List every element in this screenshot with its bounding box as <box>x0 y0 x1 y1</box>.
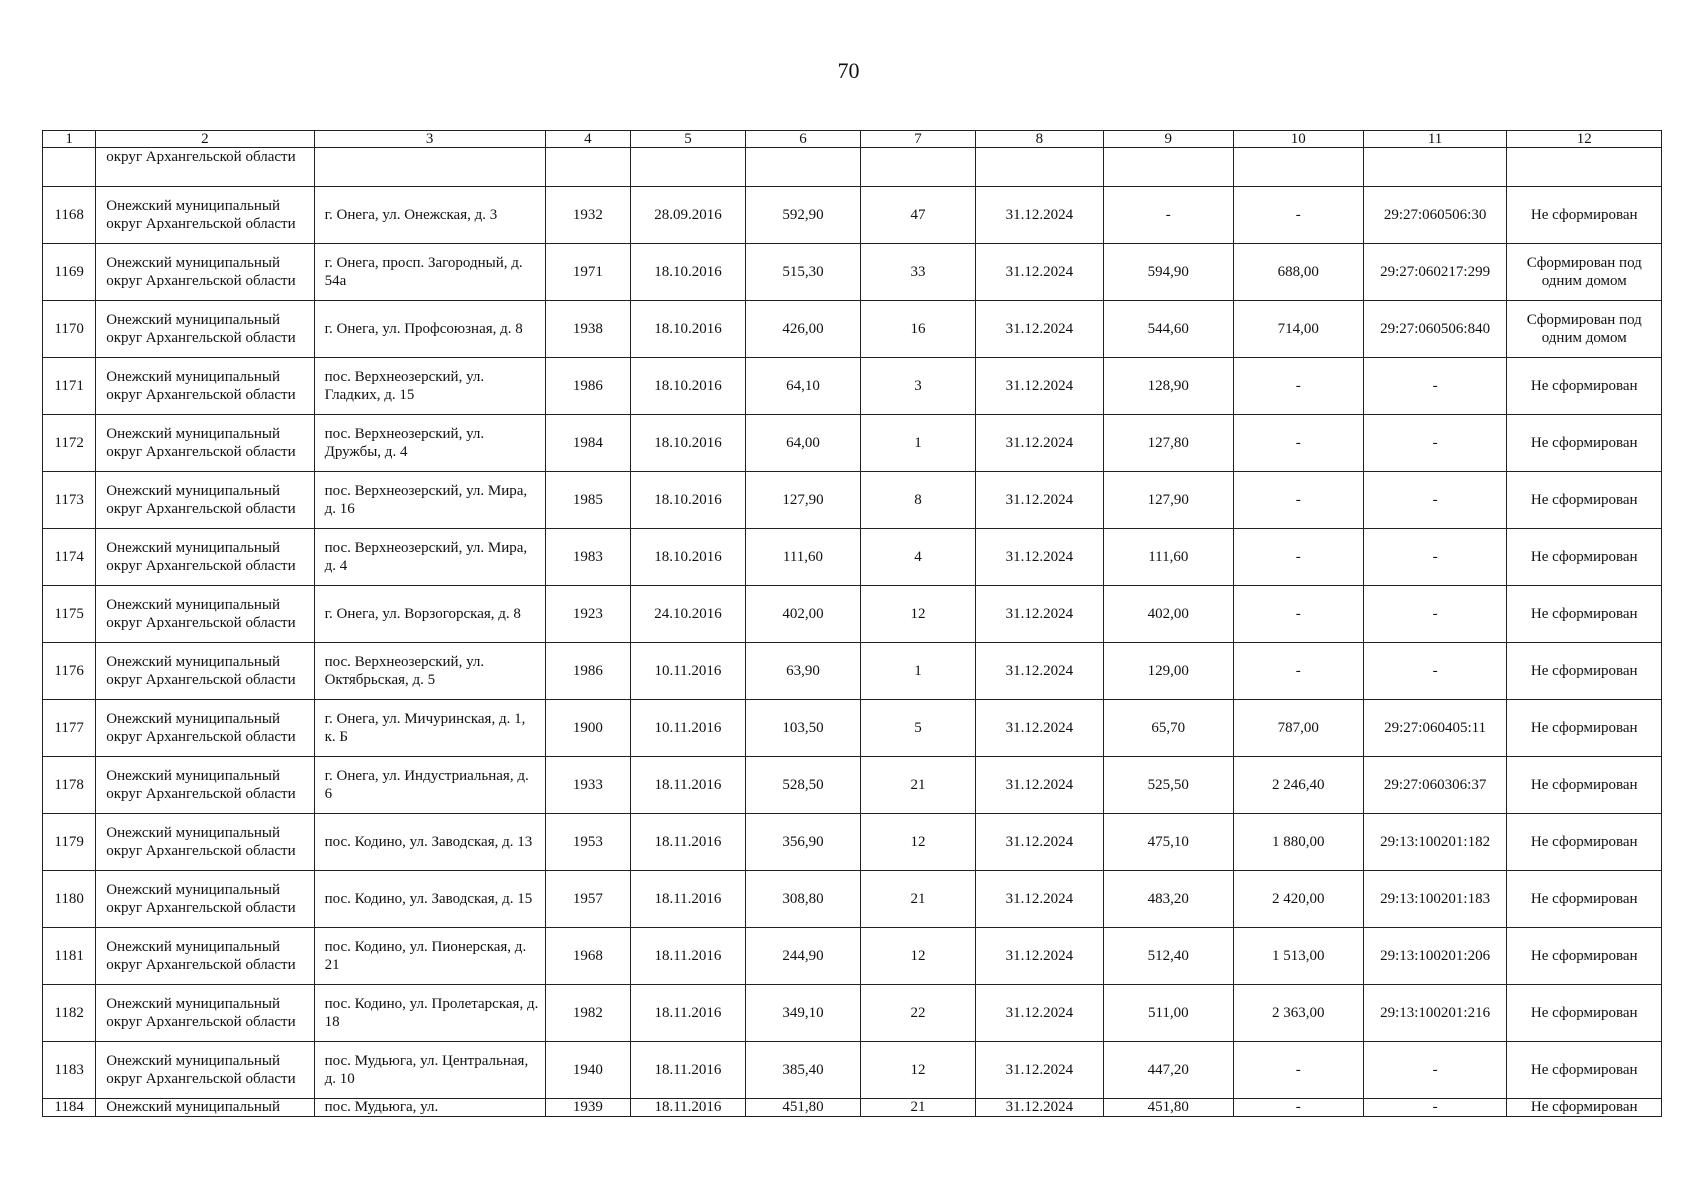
col9-cell: 111,60 <box>1103 529 1233 586</box>
cadastral-cell: - <box>1363 472 1507 529</box>
deadline-cell: 31.12.2024 <box>976 301 1104 358</box>
municipality-cell: Онежский муниципальный округ Архангельской области <box>96 871 314 928</box>
col9-cell: 544,60 <box>1103 301 1233 358</box>
table-row <box>43 814 1662 871</box>
deadline-cell: 31.12.2024 <box>976 472 1104 529</box>
housing-registry-table <box>42 130 1662 1117</box>
deadline-cell: 31.12.2024 <box>976 1042 1104 1099</box>
year-cell: 1984 <box>545 415 630 472</box>
date-cell: 18.10.2016 <box>630 301 745 358</box>
status-cell: Не сформирован <box>1507 643 1662 700</box>
row-number-cell: 1179 <box>43 814 96 871</box>
address-cell: г. Онега, ул. Профсоюзная, д. 8 <box>314 301 545 358</box>
cadastral-cell: 29:27:060506:840 <box>1363 301 1507 358</box>
date-cell: 18.10.2016 <box>630 244 745 301</box>
column-number-header-row <box>43 131 1662 148</box>
column-number: 5 <box>630 131 745 148</box>
col10-cell: 2 363,00 <box>1233 985 1363 1042</box>
deadline-cell: 31.12.2024 <box>976 700 1104 757</box>
row-number-cell: 1176 <box>43 643 96 700</box>
row-number-cell <box>43 148 96 187</box>
deadline-cell: 31.12.2024 <box>976 757 1104 814</box>
col9-cell <box>1103 148 1233 187</box>
residents-cell: 12 <box>860 928 975 985</box>
address-cell: пос. Верхнеозерский, ул. Гладких, д. 15 <box>314 358 545 415</box>
col9-cell: 483,20 <box>1103 871 1233 928</box>
col10-cell: 714,00 <box>1233 301 1363 358</box>
cadastral-cell: 29:13:100201:206 <box>1363 928 1507 985</box>
residents-cell: 47 <box>860 187 975 244</box>
year-cell: 1985 <box>545 472 630 529</box>
table-row <box>43 586 1662 643</box>
date-cell: 18.10.2016 <box>630 415 745 472</box>
col9-cell: 525,50 <box>1103 757 1233 814</box>
col10-cell: - <box>1233 586 1363 643</box>
col9-cell: 65,70 <box>1103 700 1233 757</box>
table-row <box>43 187 1662 244</box>
residents-cell: 33 <box>860 244 975 301</box>
col10-cell: - <box>1233 1042 1363 1099</box>
col9-cell: 402,00 <box>1103 586 1233 643</box>
deadline-cell: 31.12.2024 <box>976 415 1104 472</box>
municipality-cell: Онежский муниципальный округ Архангельской области <box>96 529 314 586</box>
column-number: 4 <box>545 131 630 148</box>
deadline-cell: 31.12.2024 <box>976 358 1104 415</box>
cadastral-cell: 29:27:060306:37 <box>1363 757 1507 814</box>
row-number-cell: 1177 <box>43 700 96 757</box>
year-cell: 1923 <box>545 586 630 643</box>
deadline-cell: 31.12.2024 <box>976 586 1104 643</box>
address-cell: г. Онега, ул. Онежская, д. 3 <box>314 187 545 244</box>
status-cell: Не сформирован <box>1507 985 1662 1042</box>
area-cell: 64,00 <box>745 415 860 472</box>
status-cell: Не сформирован <box>1507 700 1662 757</box>
column-number: 3 <box>314 131 545 148</box>
address-cell: пос. Кодино, ул. Заводская, д. 15 <box>314 871 545 928</box>
year-cell: 1986 <box>545 358 630 415</box>
row-number-cell: 1174 <box>43 529 96 586</box>
status-cell: Сформирован под одним домом <box>1507 301 1662 358</box>
status-cell: Не сформирован <box>1507 1042 1662 1099</box>
year-cell: 1957 <box>545 871 630 928</box>
col9-cell: 128,90 <box>1103 358 1233 415</box>
area-cell: 103,50 <box>745 700 860 757</box>
column-number: 9 <box>1103 131 1233 148</box>
residents-cell: 12 <box>860 586 975 643</box>
col9-cell: 511,00 <box>1103 985 1233 1042</box>
date-cell: 18.11.2016 <box>630 814 745 871</box>
residents-cell: 16 <box>860 301 975 358</box>
continued-row <box>43 148 1662 187</box>
municipality-cell: Онежский муниципальный округ Архангельской области <box>96 814 314 871</box>
area-cell <box>745 148 860 187</box>
address-cell: пос. Верхнеозерский, ул. Мира, д. 4 <box>314 529 545 586</box>
column-number: 12 <box>1507 131 1662 148</box>
address-cell: пос. Кодино, ул. Пролетарская, д. 18 <box>314 985 545 1042</box>
area-cell: 592,90 <box>745 187 860 244</box>
year-cell: 1982 <box>545 985 630 1042</box>
date-cell: 18.11.2016 <box>630 871 745 928</box>
deadline-cell: 31.12.2024 <box>976 1099 1104 1117</box>
status-cell: Не сформирован <box>1507 814 1662 871</box>
col10-cell <box>1233 148 1363 187</box>
col10-cell: - <box>1233 1099 1363 1117</box>
status-cell: Не сформирован <box>1507 187 1662 244</box>
table-row <box>43 358 1662 415</box>
table-row <box>43 928 1662 985</box>
municipality-cell: Онежский муниципальный округ Архангельской области <box>96 643 314 700</box>
address-cell: пос. Мудьюга, ул. <box>314 1099 545 1117</box>
col10-cell: 2 246,40 <box>1233 757 1363 814</box>
status-cell: Не сформирован <box>1507 1099 1662 1117</box>
date-cell: 28.09.2016 <box>630 187 745 244</box>
municipality-cell: Онежский муниципальный округ Архангельской области <box>96 985 314 1042</box>
col9-cell: 127,90 <box>1103 472 1233 529</box>
area-cell: 385,40 <box>745 1042 860 1099</box>
municipality-cell: Онежский муниципальный округ Архангельской области <box>96 928 314 985</box>
row-number-cell: 1173 <box>43 472 96 529</box>
table-row <box>43 472 1662 529</box>
cadastral-cell: 29:27:060217:299 <box>1363 244 1507 301</box>
municipality-cell: Онежский муниципальный округ Архангельской области <box>96 244 314 301</box>
area-cell: 528,50 <box>745 757 860 814</box>
table-row <box>43 757 1662 814</box>
data-rows <box>43 187 1662 1099</box>
municipality-cell: Онежский муниципальный округ Архангельской области <box>96 358 314 415</box>
col10-cell: - <box>1233 358 1363 415</box>
municipality-cell: Онежский муниципальный округ Архангельской области <box>96 187 314 244</box>
year-cell <box>545 148 630 187</box>
table-row <box>43 700 1662 757</box>
address-cell: пос. Кодино, ул. Заводская, д. 13 <box>314 814 545 871</box>
municipality-cell: Онежский муниципальный <box>96 1099 314 1117</box>
municipality-cell: Онежский муниципальный округ Архангельской области <box>96 415 314 472</box>
cadastral-cell: - <box>1363 643 1507 700</box>
col9-cell: 451,80 <box>1103 1099 1233 1117</box>
table-row <box>43 1099 1662 1117</box>
status-cell: Сформирован под одним домом <box>1507 244 1662 301</box>
area-cell: 63,90 <box>745 643 860 700</box>
area-cell: 402,00 <box>745 586 860 643</box>
deadline-cell: 31.12.2024 <box>976 814 1104 871</box>
year-cell: 1971 <box>545 244 630 301</box>
status-cell: Не сформирован <box>1507 415 1662 472</box>
col9-cell: 447,20 <box>1103 1042 1233 1099</box>
year-cell: 1939 <box>545 1099 630 1117</box>
cadastral-cell <box>1363 148 1507 187</box>
column-number: 8 <box>976 131 1104 148</box>
row-number-cell: 1184 <box>43 1099 96 1117</box>
residents-cell: 21 <box>860 757 975 814</box>
date-cell: 18.11.2016 <box>630 985 745 1042</box>
area-cell: 64,10 <box>745 358 860 415</box>
address-cell: г. Онега, просп. Загородный, д. 54а <box>314 244 545 301</box>
deadline-cell: 31.12.2024 <box>976 643 1104 700</box>
status-cell: Не сформирован <box>1507 871 1662 928</box>
column-number: 6 <box>745 131 860 148</box>
col10-cell: - <box>1233 187 1363 244</box>
row-number-cell: 1181 <box>43 928 96 985</box>
cadastral-cell: - <box>1363 358 1507 415</box>
year-cell: 1940 <box>545 1042 630 1099</box>
col9-cell: 127,80 <box>1103 415 1233 472</box>
cadastral-cell: - <box>1363 1099 1507 1117</box>
row-number-cell: 1171 <box>43 358 96 415</box>
deadline-cell: 31.12.2024 <box>976 529 1104 586</box>
municipality-cell: Онежский муниципальный округ Архангельской области <box>96 757 314 814</box>
deadline-cell: 31.12.2024 <box>976 187 1104 244</box>
status-cell <box>1507 148 1662 187</box>
year-cell: 1932 <box>545 187 630 244</box>
address-cell: пос. Мудьюга, ул. Центральная, д. 10 <box>314 1042 545 1099</box>
residents-cell: 21 <box>860 1099 975 1117</box>
area-cell: 426,00 <box>745 301 860 358</box>
address-cell <box>314 148 545 187</box>
area-cell: 308,80 <box>745 871 860 928</box>
residents-cell: 5 <box>860 700 975 757</box>
year-cell: 1938 <box>545 301 630 358</box>
table-row <box>43 871 1662 928</box>
date-cell: 18.10.2016 <box>630 529 745 586</box>
area-cell: 244,90 <box>745 928 860 985</box>
residents-cell: 12 <box>860 1042 975 1099</box>
residents-cell: 1 <box>860 643 975 700</box>
row-number-cell: 1182 <box>43 985 96 1042</box>
residents-cell <box>860 148 975 187</box>
date-cell: 24.10.2016 <box>630 586 745 643</box>
col10-cell: 787,00 <box>1233 700 1363 757</box>
date-cell: 18.10.2016 <box>630 472 745 529</box>
date-cell: 18.11.2016 <box>630 928 745 985</box>
cadastral-cell: - <box>1363 586 1507 643</box>
date-cell: 10.11.2016 <box>630 643 745 700</box>
cadastral-cell: - <box>1363 415 1507 472</box>
municipality-cell: Онежский муниципальный округ Архангельской области <box>96 1042 314 1099</box>
address-cell: пос. Верхнеозерский, ул. Октябрьская, д. 5 <box>314 643 545 700</box>
row-number-cell: 1175 <box>43 586 96 643</box>
table-row <box>43 643 1662 700</box>
cadastral-cell: 29:13:100201:182 <box>1363 814 1507 871</box>
row-number-cell: 1172 <box>43 415 96 472</box>
row-number-cell: 1183 <box>43 1042 96 1099</box>
col10-cell: 2 420,00 <box>1233 871 1363 928</box>
residents-cell: 12 <box>860 814 975 871</box>
col10-cell: - <box>1233 472 1363 529</box>
year-cell: 1900 <box>545 700 630 757</box>
deadline-cell: 31.12.2024 <box>976 871 1104 928</box>
residents-cell: 3 <box>860 358 975 415</box>
area-cell: 356,90 <box>745 814 860 871</box>
cadastral-cell: 29:13:100201:183 <box>1363 871 1507 928</box>
municipality-cell: Онежский муниципальный округ Архангельской области <box>96 472 314 529</box>
municipality-cell: округ Архангельской области <box>96 148 314 187</box>
deadline-cell: 31.12.2024 <box>976 985 1104 1042</box>
col10-cell: - <box>1233 415 1363 472</box>
status-cell: Не сформирован <box>1507 586 1662 643</box>
address-cell: пос. Верхнеозерский, ул. Дружбы, д. 4 <box>314 415 545 472</box>
col10-cell: 1 513,00 <box>1233 928 1363 985</box>
date-cell: 18.11.2016 <box>630 1042 745 1099</box>
column-number: 2 <box>96 131 314 148</box>
status-cell: Не сформирован <box>1507 358 1662 415</box>
row-number-cell: 1169 <box>43 244 96 301</box>
date-cell: 18.11.2016 <box>630 1099 745 1117</box>
year-cell: 1986 <box>545 643 630 700</box>
col10-cell: 1 880,00 <box>1233 814 1363 871</box>
area-cell: 349,10 <box>745 985 860 1042</box>
col9-cell: - <box>1103 187 1233 244</box>
year-cell: 1953 <box>545 814 630 871</box>
column-number: 1 <box>43 131 96 148</box>
residents-cell: 22 <box>860 985 975 1042</box>
column-number: 10 <box>1233 131 1363 148</box>
table-row <box>43 244 1662 301</box>
page-number: 70 <box>837 58 860 83</box>
column-number: 7 <box>860 131 975 148</box>
col9-cell: 512,40 <box>1103 928 1233 985</box>
date-cell: 18.11.2016 <box>630 757 745 814</box>
date-cell: 18.10.2016 <box>630 358 745 415</box>
area-cell: 515,30 <box>745 244 860 301</box>
address-cell: г. Онега, ул. Индустриальная, д. 6 <box>314 757 545 814</box>
col9-cell: 475,10 <box>1103 814 1233 871</box>
address-cell: г. Онега, ул. Мичуринская, д. 1, к. Б <box>314 700 545 757</box>
col10-cell: 688,00 <box>1233 244 1363 301</box>
row-number-cell: 1178 <box>43 757 96 814</box>
col9-cell: 129,00 <box>1103 643 1233 700</box>
status-cell: Не сформирован <box>1507 529 1662 586</box>
year-cell: 1933 <box>545 757 630 814</box>
municipality-cell: Онежский муниципальный округ Архангельской области <box>96 301 314 358</box>
cadastral-cell: 29:13:100201:216 <box>1363 985 1507 1042</box>
residents-cell: 1 <box>860 415 975 472</box>
year-cell: 1983 <box>545 529 630 586</box>
table-row <box>43 1042 1662 1099</box>
address-cell: пос. Кодино, ул. Пионерская, д. 21 <box>314 928 545 985</box>
residents-cell: 4 <box>860 529 975 586</box>
cadastral-cell: 29:27:060405:11 <box>1363 700 1507 757</box>
municipality-cell: Онежский муниципальный округ Архангельской области <box>96 700 314 757</box>
col10-cell: - <box>1233 643 1363 700</box>
cadastral-cell: 29:27:060506:30 <box>1363 187 1507 244</box>
table-row <box>43 529 1662 586</box>
row-number-cell: 1170 <box>43 301 96 358</box>
table-row <box>43 985 1662 1042</box>
table-row <box>43 415 1662 472</box>
column-number: 11 <box>1363 131 1507 148</box>
table-row <box>43 301 1662 358</box>
deadline-cell: 31.12.2024 <box>976 244 1104 301</box>
cadastral-cell: - <box>1363 529 1507 586</box>
area-cell: 451,80 <box>745 1099 860 1117</box>
deadline-cell <box>976 148 1104 187</box>
date-cell <box>630 148 745 187</box>
area-cell: 111,60 <box>745 529 860 586</box>
year-cell: 1968 <box>545 928 630 985</box>
row-number-cell: 1168 <box>43 187 96 244</box>
cadastral-cell: - <box>1363 1042 1507 1099</box>
date-cell: 10.11.2016 <box>630 700 745 757</box>
deadline-cell: 31.12.2024 <box>976 928 1104 985</box>
status-cell: Не сформирован <box>1507 928 1662 985</box>
col10-cell: - <box>1233 529 1363 586</box>
status-cell: Не сформирован <box>1507 757 1662 814</box>
municipality-cell: Онежский муниципальный округ Архангельской области <box>96 586 314 643</box>
col9-cell: 594,90 <box>1103 244 1233 301</box>
residents-cell: 8 <box>860 472 975 529</box>
address-cell: пос. Верхнеозерский, ул. Мира, д. 16 <box>314 472 545 529</box>
status-cell: Не сформирован <box>1507 472 1662 529</box>
residents-cell: 21 <box>860 871 975 928</box>
row-number-cell: 1180 <box>43 871 96 928</box>
area-cell: 127,90 <box>745 472 860 529</box>
address-cell: г. Онега, ул. Ворзогорская, д. 8 <box>314 586 545 643</box>
